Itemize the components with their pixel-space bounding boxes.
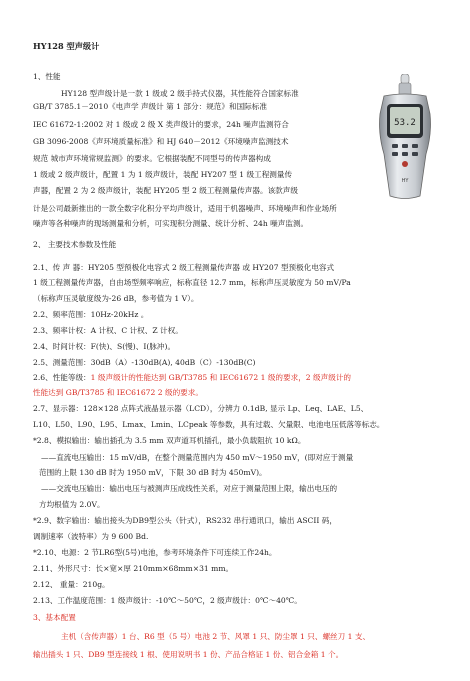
config-line: 主机（含传声器）1 台、R6 型（5 号）电池 2 节、风罩 1 只、防尘罩 1 只、螺丝刀 1 支、 (61, 632, 371, 641)
performance-red-text: 性能达到 GB/T3785 和 IEC61672 2 级的要求。 (33, 388, 203, 397)
param-line: 2.13、工作温度范围：1 级声级计：-10℃～50℃，2 级声级计：0℃～40℃。 (33, 596, 302, 605)
param-line: 2.4、时间计权：F(快)、S(慢)、I(脉冲)。 (33, 342, 176, 351)
param-line: L10、L50、L90、L95、Lmax、Lmin、LCpeak 等参数，具有过载、欠量限、电池电压低落等标志。 (33, 420, 385, 429)
paragraph-line: 规范 城市声环境常规监测》的要求。它根据装配不同型号的传声器构成 (33, 154, 271, 163)
paragraph-line: 噪声等各种噪声的现场测量和分析，可实现积分测量、统计分析、24h 噪声监测。 (33, 219, 309, 228)
paragraph-line: GB 3096-2008《声环境质量标准》和 HJ 640－2012《环境噪声监测技术 (33, 137, 289, 146)
performance-red-text: 1 级声级计的性能达到 GB/T3785 和 IEC61672 1 级的要求，2 级声级计的 (90, 373, 352, 382)
display-reading: 53.2 (394, 118, 416, 128)
param-line: 2.7、显示器：128×128 点阵式液晶显示器（LCD），分辨力 0.1dB, 显示 Lp、Leq、LAE、L5、 (33, 404, 369, 413)
param-line: 2.12、 重量：210g。 (33, 580, 110, 589)
paragraph-line: 声器，配置 2 为 2 级声级计，装配 HY205 型 2 级工程测量传声器。该款声级 (33, 186, 298, 195)
param-line: 2.2、频率范围：10Hz-20kHz 。 (33, 310, 149, 319)
paragraph-line: 计是公司最新推出的一款全数字化积分平均声级计，适用于机器噪声、环境噪声和作业场所 (33, 204, 337, 213)
section-heading-parameters: 2、 主要技术参数及性能 (33, 240, 117, 249)
param-line: ——交流电压输出：输出电压与被测声压成线性关系，对应于测量范围上限，输出电压的 (41, 484, 338, 493)
param-line-performance (33, 373, 351, 383)
param-line: 方均根值为 2.0V。 (39, 500, 105, 509)
param-line: 1 级工程测量传声器，自由场型频率响应，标称直径 12.7 mm，标称声压灵敏度为 50 mV/Pa (33, 278, 351, 287)
param-line: *2.10、电源：2 节LR6型(5号)电池，参考环境条件下可连续工作24h。 (33, 548, 277, 557)
paragraph-line: GB/T 3785.1－2010《电声学 声级计 第 1 部分：规范》和国际标准 (33, 102, 267, 111)
param-line: ——直流电压输出：15 mV/dB，在整个测量范围内为 450 mV～1950 mV，(即对应于测量 (41, 453, 354, 462)
document-title: HY128 型声级计 (33, 41, 100, 51)
param-label: 2.6、性能等级： (33, 373, 91, 382)
sound-level-meter-image (374, 74, 436, 202)
paragraph-line: IEC 61672-1:2002 对 1 级或 2 级 X 类声级计的要求，24h 噪声监测符合 (33, 120, 289, 129)
param-line: *2.8、模拟输出：输出插孔为 3.5 mm 双声道耳机插孔，最小负载阻抗 10 kΩ。 (33, 436, 306, 445)
config-line: 输出插头 1 只、DB9 型连接线 1 根、使用说明书 1 份、产品合格证 1 份、铝合金箱 1 个。 (33, 650, 344, 659)
param-line: 范围的上限 130 dB 时为 1950 mV，下限 30 dB 时为 450mV)。 (39, 468, 267, 477)
param-line: 2.11、外形尺寸：长×宽×厚 210mm×68mm×31 mm。 (33, 564, 234, 573)
param-line: （标称声压灵敏度级为-26 dB，参考值为 1 V）。 (33, 294, 199, 303)
param-line: 2.5、测量范围：30dB（A）-130dB(A), 40dB（C）-130dB(C) (33, 358, 256, 367)
section-heading-performance: 1、性能 (33, 72, 61, 81)
section-heading-configuration: 3、基本配置 (33, 613, 76, 622)
device-brand: HY (401, 178, 409, 184)
param-line: *2.9、数字输出：输出接头为DB9型公头（针式），RS232 串行通讯口，输出 ASCII 码， (33, 516, 337, 525)
param-line: 2.3、频率计权：A 计权、C 计权、Z 计权。 (33, 326, 183, 335)
param-line: 2.1、传 声 器：HY205 型预极化电容式 2 级工程测量传声器 或 HY207 型预极化电容式 (33, 263, 335, 272)
param-line: 调制速率（波特率）为 9 600 Bd. (33, 532, 149, 541)
paragraph-line: 1 级或 2 级声级计，配置 1 为 1 级声级计，装配 HY207 型 1 级工程测量传 (33, 170, 293, 179)
paragraph-line: HY128 型声级计是一款 1 级或 2 级手持式仪器，其性能符合国家标准 (61, 89, 299, 98)
